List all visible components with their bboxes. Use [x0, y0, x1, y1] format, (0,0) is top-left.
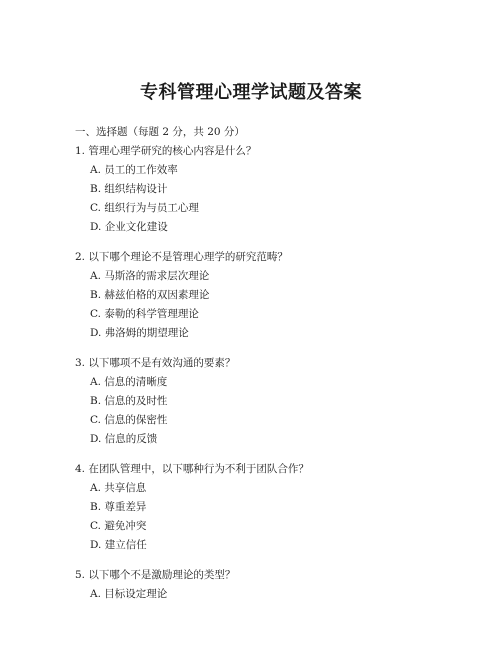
question-3	[75, 354, 475, 449]
option-c: C. 信息的保密性	[90, 414, 168, 426]
option-d: D. 弗洛姆的期望理论	[90, 327, 189, 339]
section-heading: 一、选择题（每题 2 分，共 20 分）	[75, 126, 245, 138]
option-c: C. 避免冲突	[90, 520, 147, 532]
option-d: D. 企业文化建设	[90, 221, 168, 233]
question-stem: 1. 管理心理学研究的核心内容是什么？	[75, 145, 257, 157]
question-stem: 4. 在团队管理中，以下哪种行为不利于团队合作？	[75, 463, 309, 475]
question-2	[75, 248, 475, 343]
option-b: B. 信息的及时性	[90, 395, 168, 407]
question-stem: 3. 以下哪项不是有效沟通的要素？	[75, 357, 236, 369]
option-b: B. 赫兹伯格的双因素理论	[90, 289, 210, 301]
option-a: A. 目标设定理论	[90, 588, 168, 600]
question-4	[75, 460, 475, 555]
option-d: D. 建立信任	[90, 539, 147, 551]
option-c: C. 泰勒的科学管理理论	[90, 308, 199, 320]
option-a: A. 员工的工作效率	[90, 164, 178, 176]
question-1	[75, 142, 475, 237]
question-stem: 5. 以下哪个不是激励理论的类型？	[75, 569, 236, 581]
question-5	[75, 566, 475, 604]
option-d: D. 信息的反馈	[90, 433, 158, 445]
option-b: B. 尊重差异	[90, 501, 147, 513]
document-title: 专科管理心理学试题及答案	[140, 82, 362, 103]
option-a: A. 信息的清晰度	[90, 376, 168, 388]
question-stem: 2. 以下哪个理论不是管理心理学的研究范畴？	[75, 251, 288, 263]
document-body	[75, 123, 475, 615]
option-a: A. 马斯洛的需求层次理论	[90, 270, 210, 282]
option-c: C. 组织行为与员工心理	[90, 202, 199, 214]
option-a: A. 共享信息	[90, 482, 147, 494]
option-b: B. 组织结构设计	[90, 183, 168, 195]
